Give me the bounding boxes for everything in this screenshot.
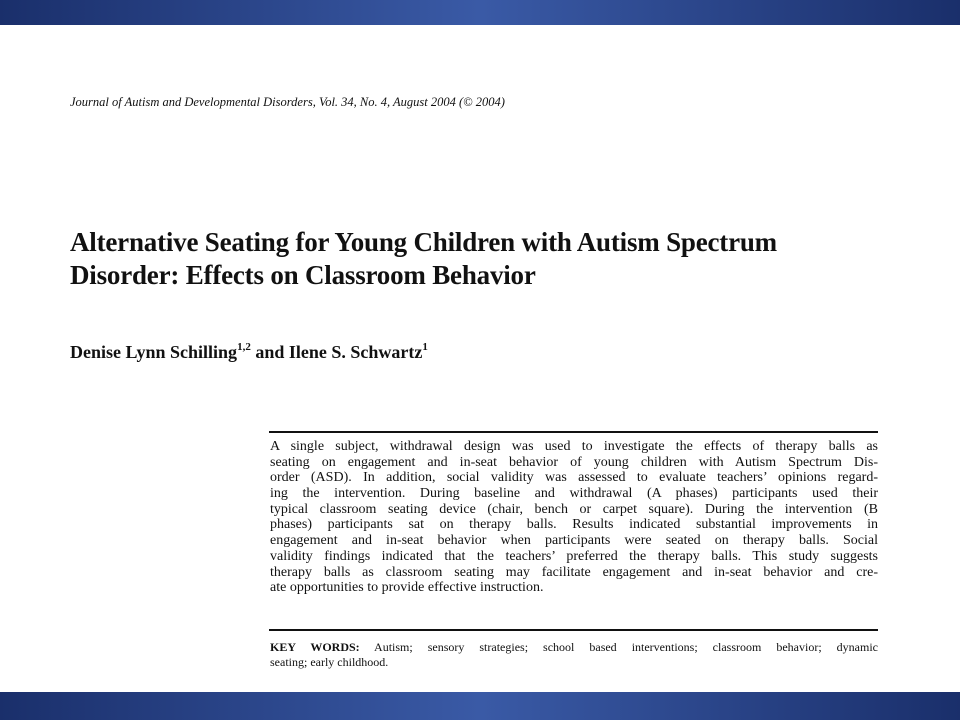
abstract-line: engagement and in-seat behavior when participants were seated on therapy balls. Social xyxy=(270,533,878,549)
keywords xyxy=(270,640,878,670)
paper-title-line-1: Alternative Seating for Young Children with Autism Spectrum xyxy=(70,227,777,257)
keywords-line-1 xyxy=(270,640,878,655)
abstract-line: ate opportunities to provide effective instruction. xyxy=(270,580,544,596)
paper-title-line-2: Disorder: Effects on Classroom Behavior xyxy=(70,260,536,290)
abstract xyxy=(270,439,878,596)
abstract-line: phases) participants sat on therapy balls. Results indicated substantial improvements in xyxy=(270,517,878,533)
journal-citation: Journal of Autism and Developmental Disorders, Vol. 34, No. 4, August 2004 (© 2004) xyxy=(70,95,505,109)
abstract-line: A single subject, withdrawal design was used to investigate the effects of therapy balls as xyxy=(270,439,878,454)
author-2-affiliation: 1 xyxy=(422,341,428,353)
keywords-label: KEY WORDS: xyxy=(270,640,360,654)
keywords-rule xyxy=(269,629,878,631)
keywords-text-1: Autism; sensory strategies; school based interventions; classroom behavior; dynamic xyxy=(359,640,878,654)
authors xyxy=(70,342,428,363)
abstract-line: typical classroom seating device (chair, bench or carpet square). During the intervention (B xyxy=(270,501,878,517)
abstract-line: order (ASD). In addition, social validity was assessed to evaluate teachers’ opinions regard- xyxy=(270,470,878,486)
abstract-top-rule xyxy=(269,431,878,433)
top-banner xyxy=(0,0,960,25)
author-1-affiliation: 1,2 xyxy=(237,341,251,353)
bottom-banner xyxy=(0,692,960,720)
abstract-line: ing the intervention. During baseline and withdrawal (A phases) participants used their xyxy=(270,486,878,502)
abstract-line: therapy balls as classroom seating may facilitate engagement and in-seat behavior and cre- xyxy=(270,564,878,580)
keywords-line-2: seating; early childhood. xyxy=(270,655,389,669)
paper-title xyxy=(70,226,920,292)
abstract-line: validity findings indicated that the teachers’ preferred the therapy balls. This study suggests xyxy=(270,548,878,564)
abstract-line: seating on engagement and in-seat behavior of young children with Autism Spectrum Dis- xyxy=(270,454,878,470)
author-2-name: Ilene S. Schwartz xyxy=(288,342,423,362)
author-connector: and xyxy=(250,342,289,362)
author-1-name: Denise Lynn Schilling xyxy=(70,342,238,362)
